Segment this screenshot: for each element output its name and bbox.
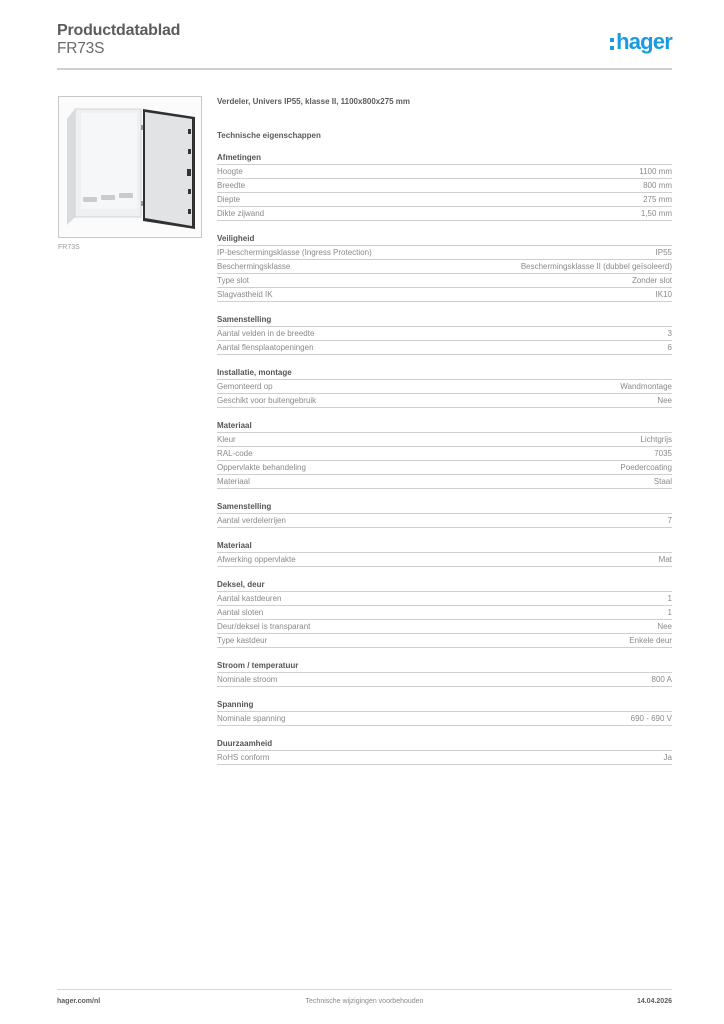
spec-row xyxy=(217,592,672,606)
spec-row xyxy=(217,461,672,475)
spec-label: RoHS conform xyxy=(217,753,270,762)
spec-value: 690 - 690 V xyxy=(630,714,672,723)
spec-value: Mat xyxy=(658,555,672,564)
spec-row xyxy=(217,433,672,447)
spec-value: Staal xyxy=(653,477,672,486)
spec-section xyxy=(217,233,672,302)
logo-colon-icon xyxy=(610,38,614,50)
spec-row xyxy=(217,606,672,620)
cabinet-illustration-icon xyxy=(59,97,201,237)
spec-label: Nominale spanning xyxy=(217,714,286,723)
spec-row xyxy=(217,673,672,687)
spec-label: Deur/deksel is transparant xyxy=(217,622,311,631)
spec-label: Aantal verdelerrijen xyxy=(217,516,286,525)
header-divider xyxy=(57,68,672,70)
spec-label: Hoogte xyxy=(217,167,243,176)
spec-value: 7035 xyxy=(654,449,672,458)
spec-section xyxy=(217,540,672,567)
spec-value: 1100 mm xyxy=(639,167,672,176)
section-title: Samenstelling xyxy=(217,501,672,514)
disclaimer-text: Technische wijzigingen voorbehouden xyxy=(305,998,424,1005)
spec-section xyxy=(217,314,672,355)
spec-value: 1 xyxy=(667,608,672,617)
spec-row xyxy=(217,475,672,489)
spec-section xyxy=(217,579,672,648)
spec-value: 800 mm xyxy=(643,181,672,190)
spec-label: Oppervlakte behandeling xyxy=(217,463,306,472)
spec-content xyxy=(217,96,672,765)
spec-label: Materiaal xyxy=(217,477,250,486)
spec-section xyxy=(217,420,672,489)
section-title: Materiaal xyxy=(217,420,672,433)
technical-properties-heading: Technische eigenschappen xyxy=(217,131,321,140)
product-image xyxy=(58,96,202,238)
spec-value: Wandmontage xyxy=(620,382,672,391)
spec-row xyxy=(217,165,672,179)
image-caption: FR73S xyxy=(58,244,80,251)
spec-row xyxy=(217,712,672,726)
product-description: Verdeler, Univers IP55, klasse II, 1100x800x275 mm xyxy=(217,97,411,106)
spec-label: IP-beschermingsklasse (Ingress Protection) xyxy=(217,248,372,257)
section-title: Materiaal xyxy=(217,540,672,553)
spec-label: RAL-code xyxy=(217,449,253,458)
spec-value: Ja xyxy=(663,753,672,762)
spec-label: Dikte zijwand xyxy=(217,209,265,218)
spec-value: IK10 xyxy=(655,290,672,299)
hager-logo xyxy=(610,29,672,55)
spec-row xyxy=(217,288,672,302)
spec-label: Type kastdeur xyxy=(217,636,268,645)
spec-label: Type slot xyxy=(217,276,250,285)
spec-row xyxy=(217,634,672,648)
spec-label: Aantal kastdeuren xyxy=(217,594,282,603)
spec-label: Aantal flensplaatopeningen xyxy=(217,343,314,352)
spec-sections xyxy=(217,152,672,765)
section-title: Deksel, deur xyxy=(217,579,672,592)
page-footer xyxy=(57,998,672,1010)
spec-row xyxy=(217,341,672,355)
section-title: Stroom / temperatuur xyxy=(217,660,672,673)
spec-value: 800 A xyxy=(651,675,672,684)
section-title: Samenstelling xyxy=(217,314,672,327)
spec-label: Slagvastheid IK xyxy=(217,290,273,299)
spec-row xyxy=(217,179,672,193)
product-code: FR73S xyxy=(57,40,105,57)
spec-section xyxy=(217,699,672,726)
spec-value: 1 xyxy=(667,594,672,603)
spec-row xyxy=(217,327,672,341)
spec-value: Nee xyxy=(657,622,672,631)
spec-row xyxy=(217,207,672,221)
logo-text: hager xyxy=(616,29,672,54)
spec-value: Nee xyxy=(657,396,672,405)
spec-row xyxy=(217,274,672,288)
spec-row xyxy=(217,553,672,567)
spec-label: Beschermingsklasse xyxy=(217,262,291,271)
spec-value: 3 xyxy=(667,329,672,338)
website-link[interactable]: hager.com/nl xyxy=(57,998,101,1005)
page-header xyxy=(57,20,672,68)
spec-row xyxy=(217,751,672,765)
footer-divider xyxy=(57,989,672,990)
document-title: Productdatablad xyxy=(57,22,181,39)
spec-section xyxy=(217,152,672,221)
spec-label: Aantal sloten xyxy=(217,608,264,617)
spec-row xyxy=(217,380,672,394)
spec-section xyxy=(217,501,672,528)
spec-value: 7 xyxy=(667,516,672,525)
spec-label: Kleur xyxy=(217,435,236,444)
section-title: Installatie, montage xyxy=(217,367,672,380)
spec-label: Aantal velden in de breedte xyxy=(217,329,315,338)
spec-row xyxy=(217,514,672,528)
spec-row xyxy=(217,193,672,207)
document-date: 14.04.2026 xyxy=(636,998,672,1005)
section-title: Duurzaamheid xyxy=(217,738,672,751)
spec-label: Afwerking oppervlakte xyxy=(217,555,296,564)
spec-value: IP55 xyxy=(655,248,672,257)
spec-value: Lichtgrijs xyxy=(640,435,672,444)
spec-section xyxy=(217,660,672,687)
spec-value: Beschermingsklasse II (dubbel geïsoleerd) xyxy=(520,262,672,271)
spec-row xyxy=(217,620,672,634)
section-title: Spanning xyxy=(217,699,672,712)
spec-label: Geschikt voor buitengebruik xyxy=(217,396,317,405)
spec-value: 1,50 mm xyxy=(640,209,672,218)
spec-value: 6 xyxy=(667,343,672,352)
spec-row xyxy=(217,260,672,274)
spec-section xyxy=(217,367,672,408)
spec-section xyxy=(217,738,672,765)
spec-value: Zonder slot xyxy=(631,276,672,285)
section-title: Afmetingen xyxy=(217,152,672,165)
spec-value: 275 mm xyxy=(643,195,672,204)
spec-label: Diepte xyxy=(217,195,241,204)
spec-row xyxy=(217,447,672,461)
section-title: Veiligheid xyxy=(217,233,672,246)
spec-row xyxy=(217,394,672,408)
spec-value: Enkele deur xyxy=(629,636,672,645)
spec-row xyxy=(217,246,672,260)
spec-label: Breedte xyxy=(217,181,246,190)
spec-label: Nominale stroom xyxy=(217,675,278,684)
spec-value: Poedercoating xyxy=(620,463,672,472)
spec-label: Gemonteerd op xyxy=(217,382,273,391)
